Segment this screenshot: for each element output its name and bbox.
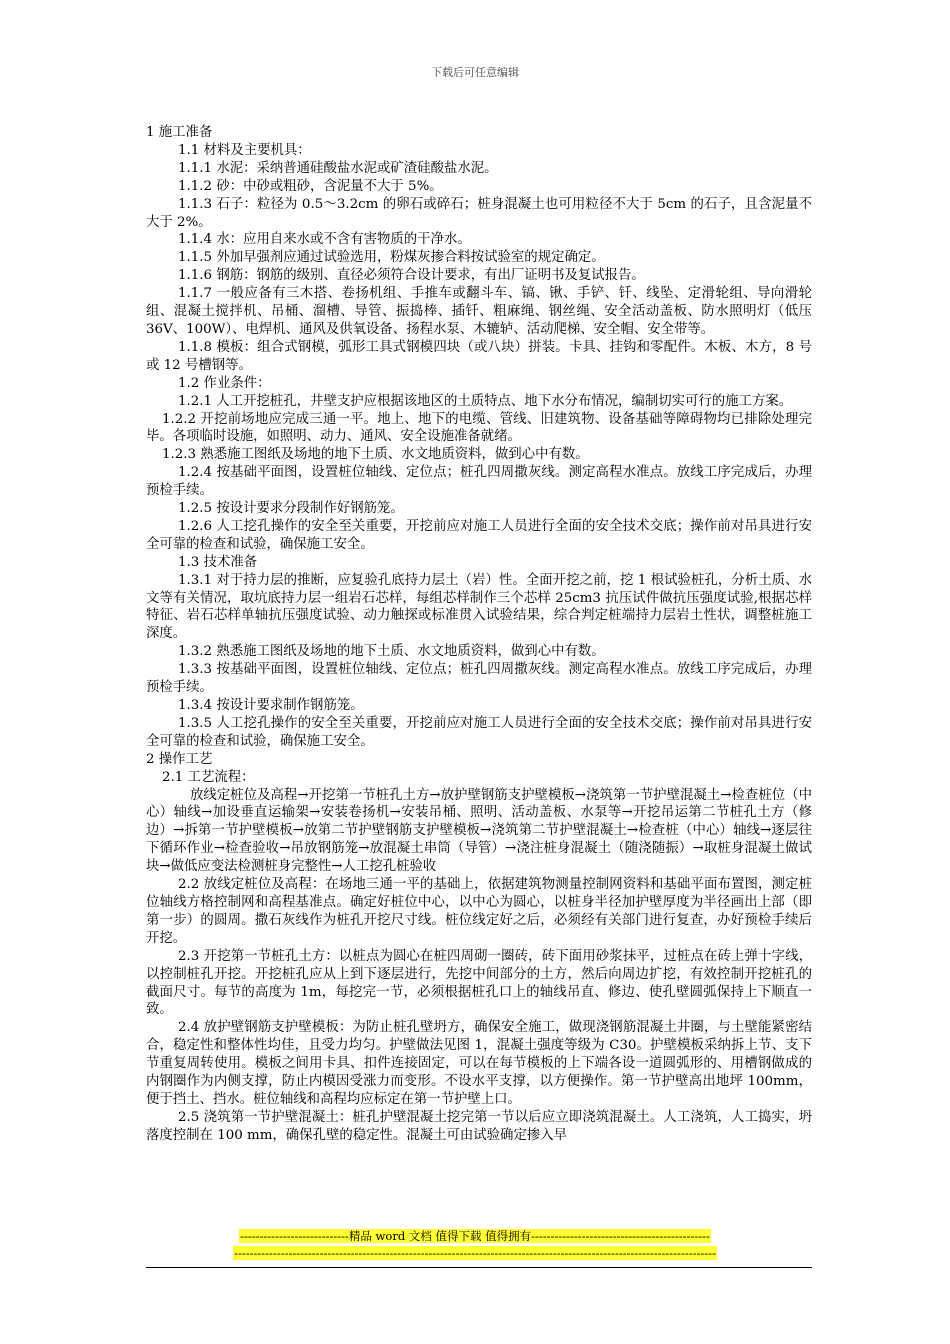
paragraph: 1.1 材料及主要机具： [178, 142, 311, 158]
page-footer [0, 1228, 950, 1262]
paragraph: 1.2.2 开挖前场地应完成三通一平。地上、地下的电缆、管线、旧建筑物、设备基础等障碍物均已排除处理完毕。各项临时设施，如照明、动力、通风、安全设施准备就绪。 [146, 411, 812, 445]
paragraph: 1.2 作业条件： [178, 375, 271, 391]
footer-banner-line-1: ----------------------------精品 word 文档 值得下载 值得拥有---------------------------------------------- [240, 1229, 710, 1243]
paragraph: 1.1.6 钢筋：钢筋的级别、直径必须符合设计要求，有出厂证明书及复试报告。 [178, 268, 645, 284]
paragraph: 2.4 放护壁钢筋支护壁模板：为防止桩孔壁坍方，确保安全施工，做现浇钢筋混凝土井圈，与土壁能紧密结合，稳定性和整体性均佳，且受力均匀。护壁做法见图 1，混凝土强度等级为 C30。护壁模板采纳拆上节、支下节重复周转使用。模板之间用卡具、扣件连接固定，可以在每节模板的上下端各设一道圆弧形的、用槽钢做成的内钢圈作为内侧支撑，防止内模因受涨力而变形。不设水平支撑，以方便操作。第一节护壁高出地坪 100mm，便于挡土、挡水。桩位轴线和高程均应标定在第一节护壁上口。 [146, 1020, 812, 1107]
paragraph: 1.3.4 按设计要求制作钢筋笼。 [178, 698, 364, 713]
paragraph: 1.1.3 石子：粒径为 0.5～3.2cm 的卵石或碎石；桩身混凝土也可用粒径不大于 5cm 的石子，且含泥量不大于 2%。 [146, 196, 812, 230]
paragraph: 1.1.4 水：应用自来水或不含有害物质的干净水。 [178, 232, 471, 248]
paragraph: 2 操作工艺 [146, 751, 213, 767]
footer-banner-line-2: ---------------------------------------------------------------------------------------------------------------------------- [234, 1246, 716, 1260]
paragraph: 1 施工准备 [146, 125, 213, 140]
paragraph: 1.3.1 对于持力层的推断，应复验孔底持力层土（岩）性。全面开挖之前，挖 1 根试验桩孔，分析土质、水文等有关情况，取坑底持力层一组岩石芯样，每组芯样制作三个芯样 25cm3 抗压试件做抗压强度试验,根据芯样特征、岩石芯样单轴抗压强度试验、动力触探或标准贯入试验结果，综合判定桩端持力层岩土性状，调整桩施工深度。 [146, 572, 812, 642]
paragraph: 1.2.6 人工挖孔操作的安全至关重要，开挖前应对施工人员进行全面的安全技术交底；操作前对吊具进行安全可靠的检查和试验，确保施工安全。 [146, 518, 812, 552]
paragraph: 1.1.2 砂：中砂或粗砂，含泥量不大于 5%。 [178, 178, 443, 194]
paragraph: 2.5 浇筑第一节护壁混凝土：桩孔护壁混凝土挖完第一节以后应立即浇筑混凝土。人工浇筑，人工捣实，坍落度控制在 100 mm，确保孔壁的稳定性。混凝土可由试验确定掺入早 [146, 1109, 812, 1143]
paragraph: 1.1.1 水泥：采纳普通硅酸盐水泥或矿渣硅酸盐水泥。 [178, 160, 498, 176]
paragraph: 1.1.8 模板：组合式钢模，弧形工具式钢模四块（或八块）拼装。卡具、挂钩和零配件。木板、木方，8 号或 12 号槽钢等。 [146, 339, 812, 373]
paragraph: 2.3 开挖第一节桩孔土方：以桩点为圆心在桩四周砌一圈砖，砖下面用砂浆抹平，过桩点在砖上弹十字线，以控制桩孔开挖。开挖桩孔应从上到下逐层进行，先挖中间部分的土方，然后向周边扩挖，有效控制开挖桩孔的截面尺寸。每节的高度为 1m，每挖完一节，必须根据桩孔口上的轴线吊直、修边、使孔壁圆弧保持上下顺直一致。 [146, 948, 812, 1018]
paragraph: 1.1.7 一般应备有三木搭、卷扬机组、手推车或翻斗车、镐、锹、手铲、钎、线坠、定滑轮组、导向滑轮组、混凝土搅拌机、吊桶、溜槽、导管、振捣棒、插钎、粗麻绳、钢丝绳、安全活动盖板、防水照明灯（低压 36V、100W）、电焊机、通风及供氧设备、扬程水泵、木辘轳、活动爬梯、安全帽、安全带等。 [146, 286, 812, 337]
page-header: 下载后可任意编辑 [431, 66, 519, 79]
paragraph: 1.2.4 按基础平面图，设置桩位轴线、定位点；桩孔四周撒灰线。测定高程水准点。放线工序完成后，办理预检手续。 [146, 465, 812, 499]
paragraph: 1.3.5 人工挖孔操作的安全至关重要，开挖前应对施工人员进行全面的安全技术交底；操作前对吊具进行安全可靠的检查和试验，确保施工安全。 [146, 715, 812, 749]
footer-rule [146, 1267, 812, 1268]
paragraph: 放线定桩位及高程→开挖第一节桩孔土方→放护壁钢筋支护壁模板→浇筑第一节护壁混凝土→检查桩位（中心）轴线→加设垂直运输架→安装卷扬机→安装吊桶、照明、活动盖板、水泵等→开挖吊运第二节桩孔土方（修边）→拆第一节护壁模板→放第二节护壁钢筋支护壁模板→浇筑第二节护壁混凝土→检查桩（中心）轴线→逐层往下循环作业→检查验收→吊放钢筋笼→放混凝土串筒（导管）→浇注桩身混凝土（随浇随振）→取桩身混凝土做试块→做低应变法检测桩身完整性→人工挖孔桩验收 [146, 787, 812, 875]
paragraph: 2.2 放线定桩位及高程：在场地三通一平的基础上，依据建筑物测量控制网资料和基础平面布置图，测定桩位轴线方格控制网和高程基准点。确定好桩位中心，以中心为圆心，以桩身半径加护壁厚度为半径画出上部（即第一步）的圆周。撒石灰线作为桩孔开挖尺寸线。桩位线定好之后，必须经有关部门进行复查，办好预检手续后开挖。 [146, 877, 812, 946]
document-body [146, 124, 812, 1145]
paragraph: 2.1 工艺流程： [162, 769, 255, 785]
paragraph: 1.1.5 外加早强剂应通过试验选用，粉煤灰掺合料按试验室的规定确定。 [178, 250, 605, 266]
paragraph: 1.2.3 熟悉施工图纸及场地的地下土质、水文地质资料，做到心中有数。 [162, 447, 589, 463]
paragraph: 1.3 技术准备 [178, 554, 258, 570]
paragraph: 1.2.5 按设计要求分段制作好钢筋笼。 [178, 501, 404, 517]
paragraph: 1.3.3 按基础平面图，设置桩位轴线、定位点；桩孔四周撒灰线。测定高程水准点。放线工序完成后，办理预检手续。 [146, 662, 812, 696]
paragraph: 1.2.1 人工开挖桩孔，井壁支护应根据该地区的土质特点、地下水分布情况，编制切实可行的施工方案。 [178, 393, 793, 409]
paragraph: 1.3.2 熟悉施工图纸及场地的地下土质、水文地质资料，做到心中有数。 [178, 644, 605, 660]
